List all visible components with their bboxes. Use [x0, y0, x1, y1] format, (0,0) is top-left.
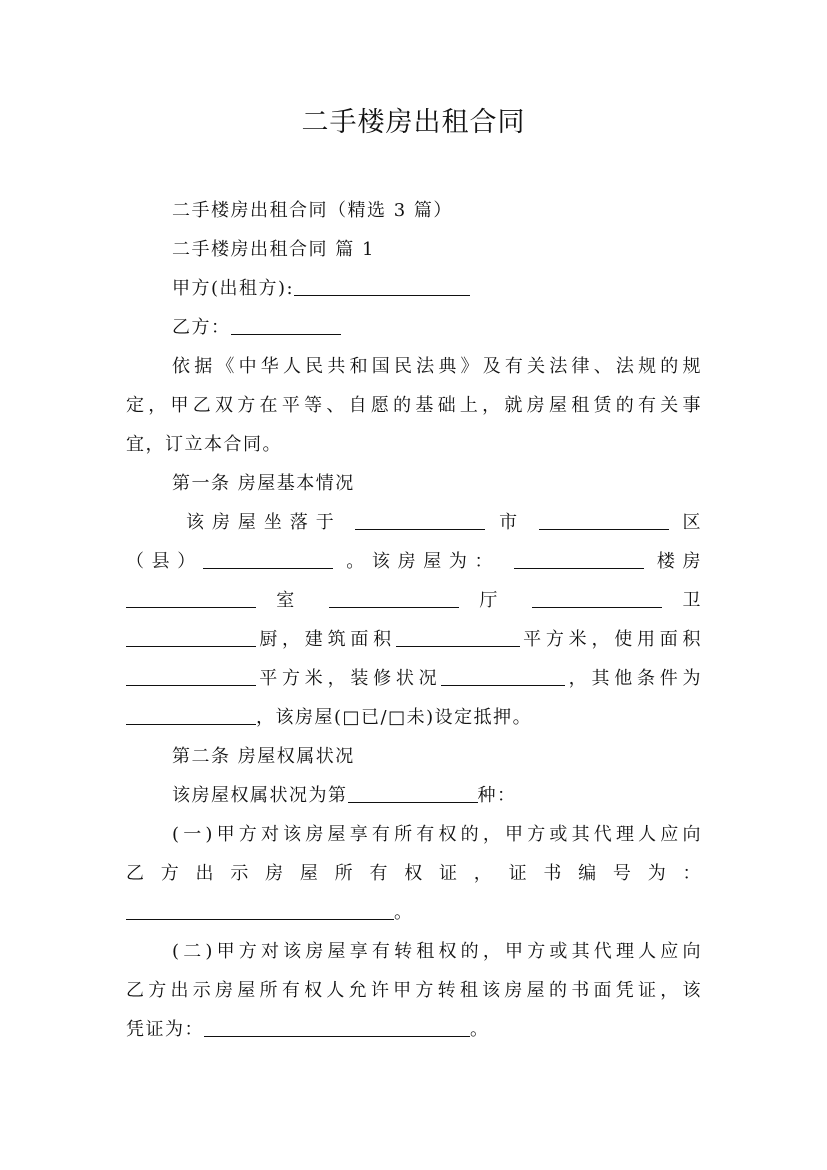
- party-a-line: [172, 275, 702, 303]
- blank: [126, 667, 256, 686]
- city-label: 市: [499, 512, 526, 533]
- hall-label: 厅: [479, 590, 512, 611]
- blank: [514, 550, 644, 569]
- party-a-label: 甲方(出租方):: [172, 278, 295, 299]
- article-1-line-5: [126, 665, 702, 693]
- house-is-label: 。该房屋为：: [346, 551, 501, 572]
- clause-1-line-1: (一)甲方对该房屋享有所有权的，甲方或其代理人应向: [172, 824, 702, 845]
- article-2-heading: 第二条 房屋权属状况: [172, 746, 355, 767]
- clause-2-line-3: [126, 1016, 702, 1044]
- blank: [539, 511, 669, 530]
- document-title: 二手楼房出租合同: [301, 107, 526, 138]
- blank: [355, 511, 485, 530]
- blank: [441, 667, 565, 686]
- article-1-line-1: [186, 509, 702, 537]
- decoration-label: 平方米，装修状况: [256, 668, 442, 689]
- article-1-line-4: [126, 626, 702, 654]
- clause-2-line-2: 乙方出示房屋所有权人允许甲方转租该房屋的书面凭证，该: [126, 980, 702, 1001]
- usable-area-label: 平方米，使用面积: [519, 629, 703, 650]
- subtitle-line: 二手楼房出租合同（精选 3 篇）: [172, 200, 453, 221]
- preamble-line-1: 依据《中华人民共和国民法典》及有关法律、法规的规: [172, 356, 702, 377]
- section-heading: 二手楼房出租合同 篇 1: [172, 239, 375, 260]
- blank: [126, 706, 256, 725]
- blank: [126, 628, 256, 647]
- building-label: 楼房: [656, 551, 703, 572]
- clause-2-line-1: (二)甲方对该房屋享有转租权的，甲方或其代理人应向: [172, 941, 702, 962]
- floor-area-label: 厨，建筑面积: [256, 629, 396, 650]
- district-label: 区: [682, 512, 702, 533]
- preamble-line-3: 宜，订立本合同。: [126, 434, 282, 455]
- blank: [329, 589, 459, 608]
- certificate-number-blank: [126, 901, 394, 920]
- article-1-line-3: [126, 587, 702, 615]
- voucher-label: 凭证为：: [126, 1019, 204, 1040]
- article-1-line-2: [126, 548, 702, 576]
- clause-1-line-2: 乙方出示房屋所有权证，证书编号为：: [126, 863, 702, 884]
- bathroom-label: 卫: [682, 590, 702, 611]
- room-label: 室: [276, 590, 309, 611]
- article-1-line-6: [126, 704, 702, 732]
- party-b-label: 乙方：: [172, 317, 231, 338]
- voucher-blank: [204, 1018, 470, 1037]
- party-a-blank: [294, 277, 470, 296]
- clause-1-line-3: [126, 899, 702, 927]
- type-suffix: 种：: [477, 785, 517, 806]
- mortgage-text: ，该房屋(□已/□未)设定抵押。: [256, 707, 533, 728]
- period: 。: [394, 902, 414, 923]
- period: 。: [470, 1019, 490, 1040]
- county-label: （县）: [126, 551, 203, 572]
- blank: [203, 550, 333, 569]
- blank: [532, 589, 662, 608]
- party-b-line: [172, 314, 702, 342]
- article-2-line-1: [172, 782, 702, 810]
- blank: [126, 589, 256, 608]
- blank: [348, 784, 478, 803]
- blank: [396, 628, 520, 647]
- location-label: 该房屋坐落于: [186, 512, 342, 533]
- party-b-blank: [231, 316, 341, 335]
- preamble-line-2: 定，甲乙双方在平等、自愿的基础上，就房屋租赁的有关事: [126, 395, 702, 416]
- article-1-heading: 第一条 房屋基本情况: [172, 473, 355, 494]
- ownership-type-label: 该房屋权属状况为第: [172, 785, 348, 806]
- other-conditions-label: ，其他条件为: [565, 668, 703, 689]
